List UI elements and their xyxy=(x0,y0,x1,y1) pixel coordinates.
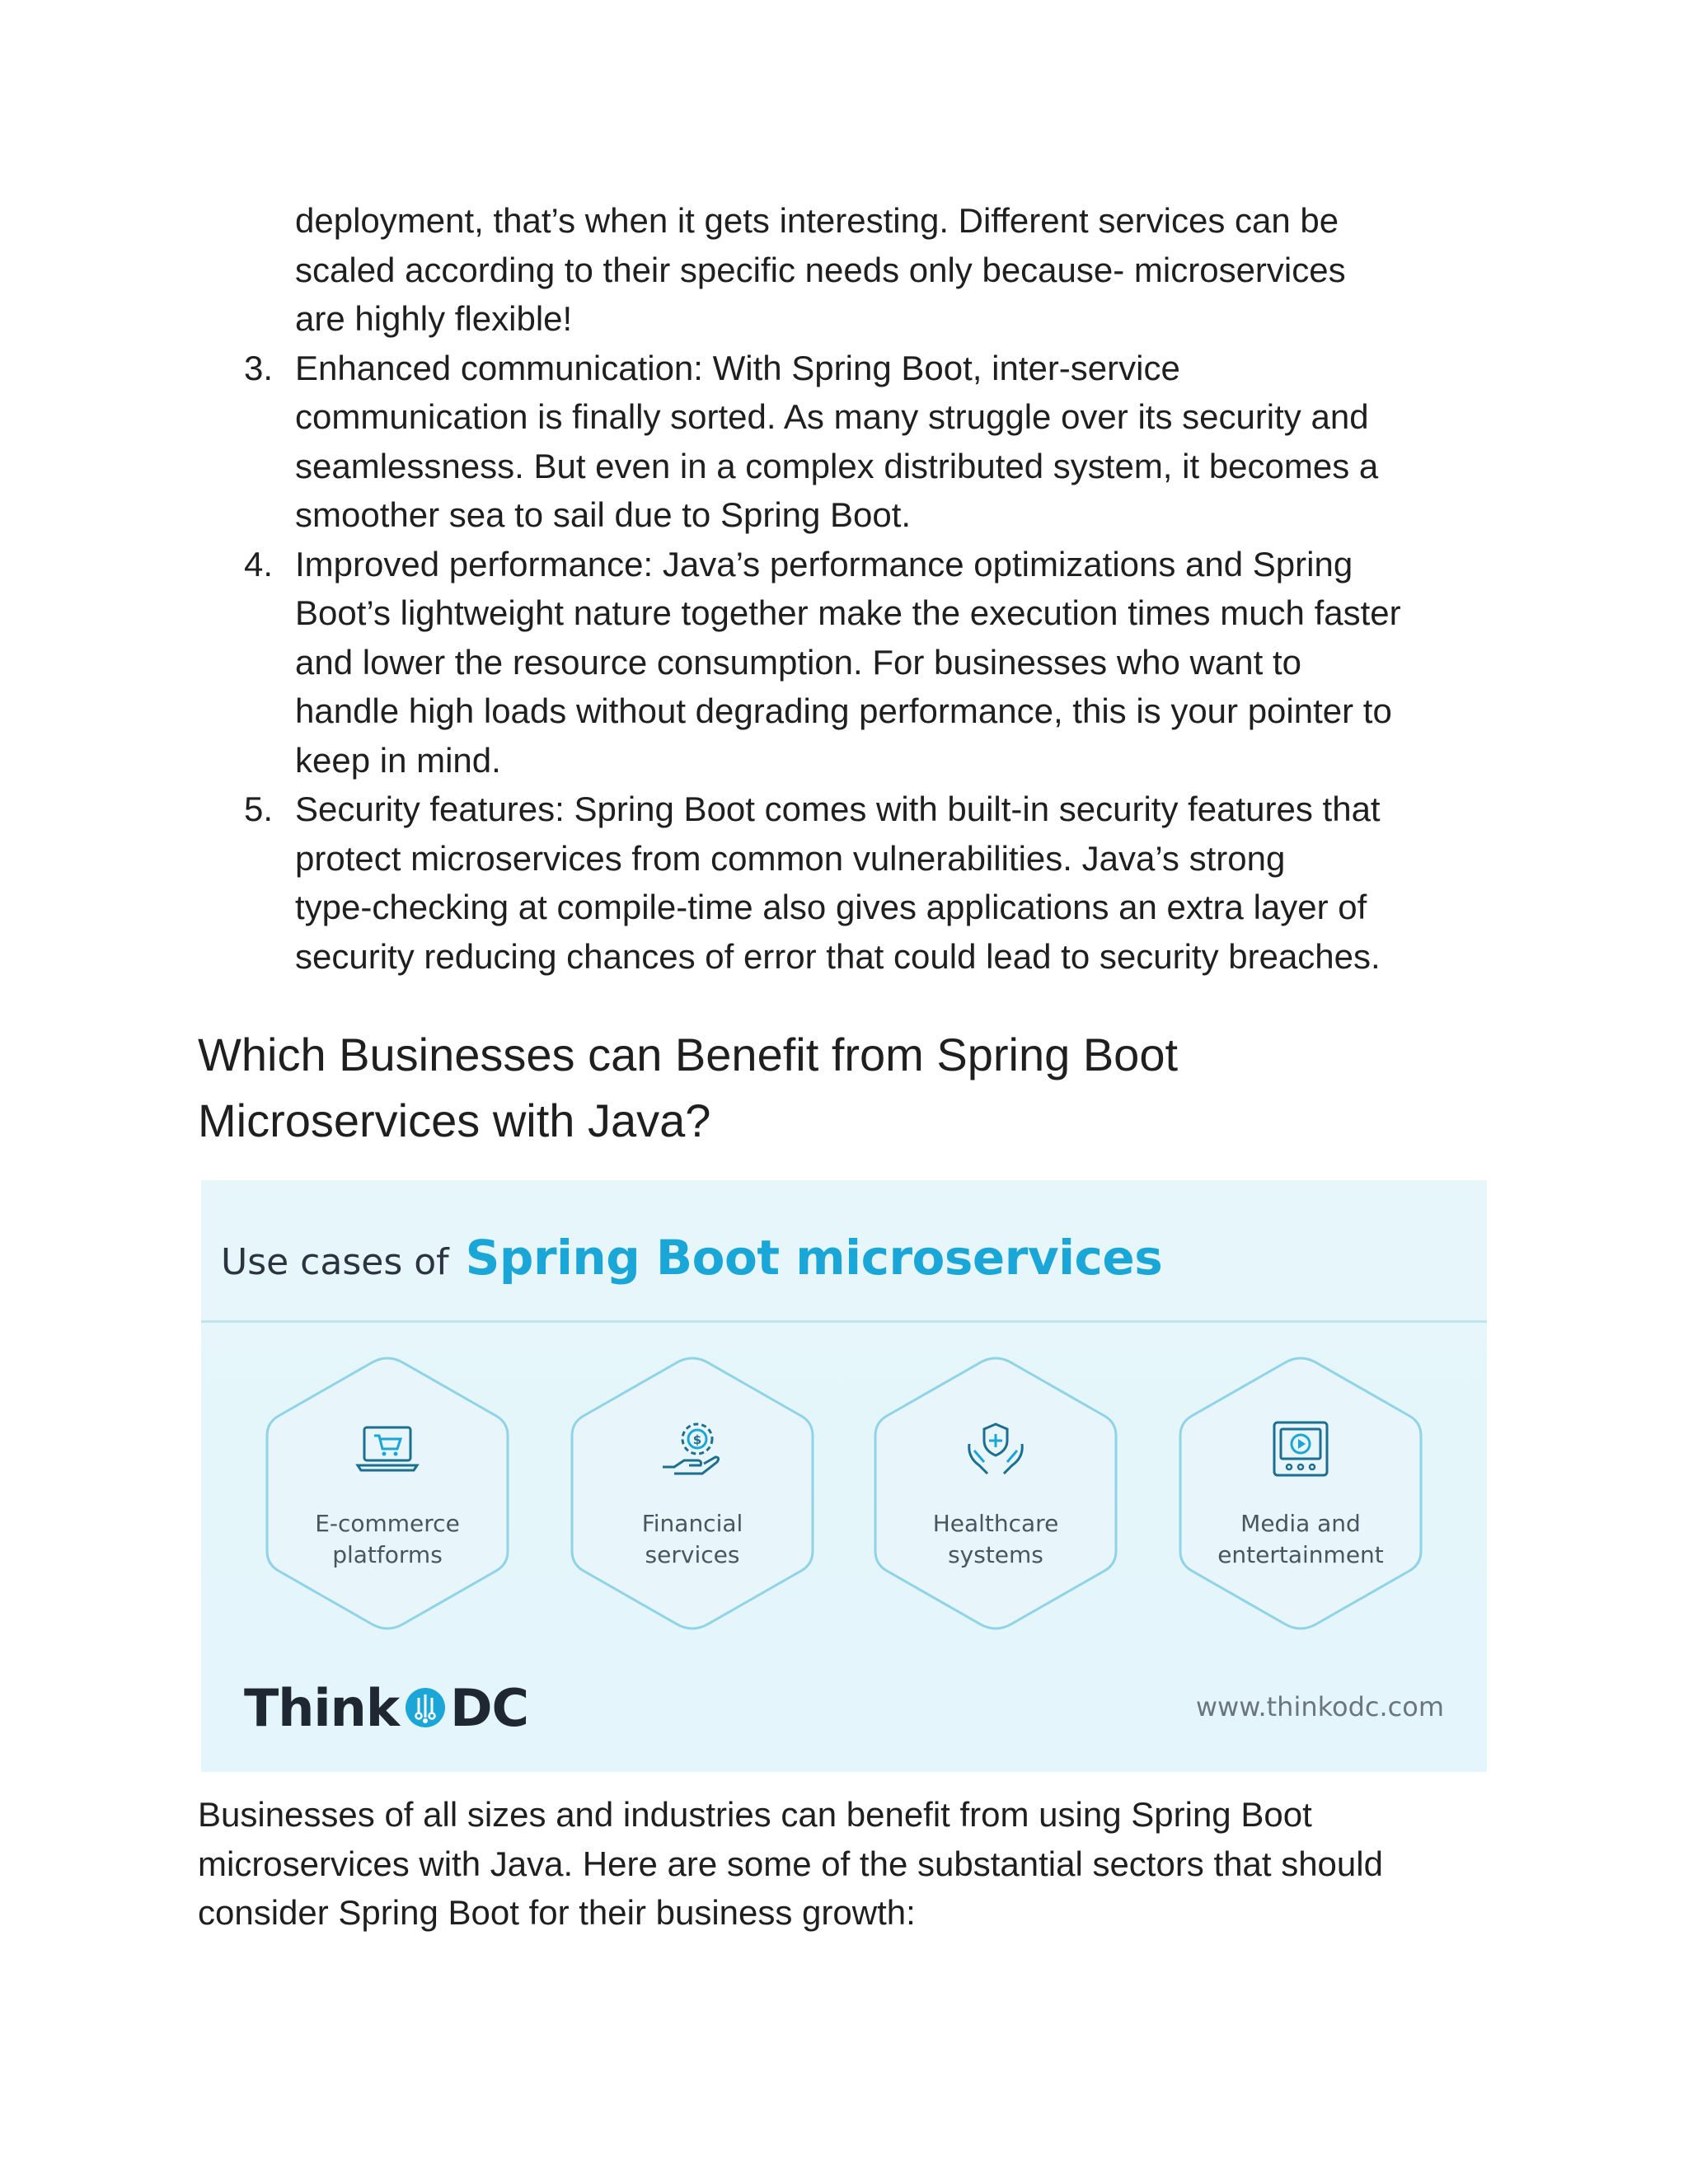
list-item-text: Improved performance: Java’s performance optimizations and Spring Boot’s lightweight nature together make the execution times much faster and lower the resource consumption. For businesses who want to handle high loads without degrading performance, this is your pointer to keep in mind. xyxy=(295,544,1401,780)
logo-circuit-o-icon xyxy=(404,1686,447,1729)
list-number: 3. xyxy=(244,348,274,387)
list-item-text: Enhanced communication: With Spring Boot, inter-service communication is finally sorted. As many struggle over its security and seamlessness. But even in a complex distributed system, it becomes a smoother sea to sail due to Spring Boot. xyxy=(295,348,1379,534)
banner-title xyxy=(221,1230,1162,1296)
continued-paragraph: deployment, that’s when it gets interesting. Different services can be scaled according to their specific needs only because- microservices are highly flexible! xyxy=(295,201,1346,338)
hands-medical-shield-icon xyxy=(963,1416,1029,1482)
use-case-cards xyxy=(201,1353,1487,1650)
list-item xyxy=(198,540,1500,785)
hexagon-frame xyxy=(1175,1353,1426,1633)
hexagon-frame xyxy=(870,1353,1121,1633)
use-cases-banner-image xyxy=(201,1180,1487,1772)
body-paragraph: Businesses of all sizes and industries can benefit from using Spring Boot microservices with Java. Here are some of the substantial sectors that should consider Spring Boot for their business growth: xyxy=(198,1795,1383,1932)
use-case-label: Financial services xyxy=(641,1510,743,1568)
hexagon-frame xyxy=(567,1353,818,1633)
list-number: 5. xyxy=(244,790,274,828)
site-url: www.thinkodc.com xyxy=(1195,1691,1444,1722)
brand-name-right: DC xyxy=(450,1677,529,1738)
banner-divider xyxy=(201,1320,1487,1323)
numbered-list xyxy=(198,344,1500,982)
svg-text:$: $ xyxy=(692,1432,702,1447)
hexagon-frame xyxy=(262,1353,513,1633)
section-heading: Which Businesses can Benefit from Spring Boot Microservices with Java? xyxy=(198,1029,1179,1146)
list-item xyxy=(198,344,1500,540)
hand-coin-gear-icon xyxy=(659,1416,725,1482)
use-case-card-ecommerce xyxy=(262,1353,513,1633)
laptop-cart-icon xyxy=(354,1416,420,1482)
benefits-list-block xyxy=(198,196,1500,981)
use-case-label: Media and entertainment xyxy=(1217,1510,1384,1568)
media-player-icon xyxy=(1268,1416,1334,1482)
banner-title-prefix: Use cases of xyxy=(221,1241,449,1283)
use-case-label: E-commerce platforms xyxy=(315,1510,460,1568)
list-number: 4. xyxy=(244,544,274,583)
list-item xyxy=(198,785,1500,981)
list-item-text: Security features: Spring Boot comes with built-in security features that protect microservices from common vulnerabilities. Java’s strong type-checking at compile-time also gives applications an extra layer of security reducing chances of error that could lead to security breaches. xyxy=(295,790,1381,976)
use-case-card-financial xyxy=(567,1353,818,1633)
banner-title-accent: Spring Boot microservices xyxy=(465,1230,1163,1286)
use-case-card-media xyxy=(1175,1353,1426,1633)
thinkodc-logo xyxy=(244,1675,528,1741)
use-case-label: Healthcare systems xyxy=(932,1510,1059,1568)
use-case-card-healthcare xyxy=(870,1353,1121,1633)
brand-name-left: Think xyxy=(244,1677,400,1738)
